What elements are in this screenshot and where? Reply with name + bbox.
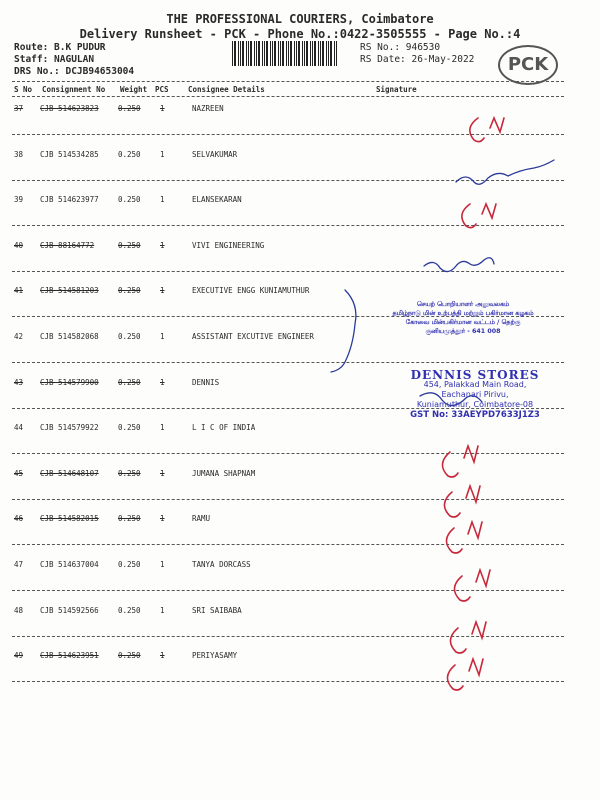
row-pcs: 1 (160, 560, 165, 569)
col-weight: Weight (120, 85, 148, 94)
row-weight: 0.250 (118, 150, 141, 159)
row-consignee: VIVI ENGINEERING (192, 241, 265, 250)
col-pcs: PCS (155, 85, 169, 94)
route-label: Route: B.K PUDUR (14, 42, 106, 53)
dennis-stamp-gst: GST No: 33AEYPD7633J1Z3 (410, 410, 540, 420)
row-weight: 0.250 (118, 606, 141, 615)
row-weight: 0.250 (118, 469, 141, 478)
row-weight: 0.250 (118, 286, 141, 295)
row-weight: 0.250 (118, 651, 141, 660)
header-divider-top (12, 81, 564, 82)
row-divider (12, 225, 564, 226)
row-sno: 47 (14, 560, 24, 569)
office-stamp-line: கோவை மின்பகிர்மான வட்டம் / தெற்கு (405, 319, 521, 326)
row-consignment-no: CJB 88164772 (40, 241, 95, 250)
row-pcs: 1 (160, 150, 165, 159)
row-divider (12, 180, 564, 181)
row-consignment-no: CJB 514592566 (40, 606, 99, 615)
staff-label: Staff: NAGULAN (14, 54, 95, 65)
col-consignment: Consignment No (42, 85, 106, 94)
row-sno: 39 (14, 195, 24, 204)
col-sno: S No (14, 85, 33, 94)
barcode (232, 41, 338, 66)
row-pcs: 1 (160, 332, 165, 341)
row-consignment-no: CJB 514623977 (40, 195, 99, 204)
row-consignee: PERIYASAMY (192, 651, 238, 660)
row-weight: 0.250 (118, 378, 141, 387)
row-pcs: 1 (160, 423, 165, 432)
row-sno: 38 (14, 150, 24, 159)
row-consignee: EXECUTIVE ENGG KUNIAMUTHUR (192, 286, 310, 295)
office-stamp-line: குனியமுத்தூர் - 641 008 (425, 328, 501, 335)
dennis-stamp-line: Kuniamuthur, Coimbatore-08 (416, 400, 534, 409)
row-sno: 41 (14, 286, 24, 295)
row-consignee: L I C OF INDIA (192, 423, 256, 432)
row-divider (12, 271, 564, 272)
pck-stamp: PCK (498, 45, 558, 85)
row-weight: 0.250 (118, 104, 141, 113)
row-consignee: RAMU (192, 514, 211, 523)
row-divider (12, 636, 564, 637)
row-pcs: 1 (160, 104, 165, 113)
row-consignment-no: CJB 514623951 (40, 651, 99, 660)
row-pcs: 1 (160, 651, 165, 660)
cn-mark (447, 659, 483, 690)
row-consignment-no: CJB 514648107 (40, 469, 99, 478)
cn-mark (446, 522, 482, 553)
row-sno: 49 (14, 651, 24, 660)
row-sno: 46 (14, 514, 24, 523)
row-weight: 0.250 (118, 332, 141, 341)
row-sno: 37 (14, 104, 24, 113)
row-weight: 0.250 (118, 560, 141, 569)
row-divider (12, 134, 564, 135)
cn-mark (442, 446, 478, 477)
col-signature: Signature (376, 85, 417, 94)
row-consignee: TANYA DORCASS (192, 560, 251, 569)
row-consignee: JUMANA SHAPNAM (192, 469, 256, 478)
row-consignment-no: CJB 514579922 (40, 423, 99, 432)
row-consignment-no: CJB 514582015 (40, 514, 99, 523)
row-divider (12, 453, 564, 454)
row-pcs: 1 (160, 286, 165, 295)
row-divider (12, 499, 564, 500)
runsheet-subtitle: Delivery Runsheet - PCK - Phone No.:0422-3505555 - Page No.:4 (79, 27, 521, 41)
row-divider (12, 544, 564, 545)
row-sno: 44 (14, 423, 24, 432)
cn-mark (444, 486, 480, 517)
row-sno: 42 (14, 332, 24, 341)
dennis-stamp-title: DENNIS STORES (410, 368, 540, 382)
drs-label: DRS No.: DCJB94653004 (14, 66, 135, 77)
col-consignee: Consignee Details (188, 85, 265, 94)
row-sno: 43 (14, 378, 24, 387)
cn-mark (454, 570, 490, 601)
row-consignment-no: CJB 514637004 (40, 560, 99, 569)
cn-mark (450, 622, 486, 653)
row-pcs: 1 (160, 606, 165, 615)
row-consignee: NAZREEN (192, 104, 224, 113)
row-weight: 0.250 (118, 423, 141, 432)
row-pcs: 1 (160, 378, 165, 387)
row-weight: 0.250 (118, 195, 141, 204)
row-divider (12, 681, 564, 682)
rs-number: RS No.: 946530 (360, 42, 441, 53)
row-sno: 40 (14, 241, 24, 250)
office-stamp-line: தமிழ்நாடு மின் உற்பத்தி மற்றும் பகிர்மான கழகம் (392, 310, 534, 317)
cn-mark (470, 118, 504, 142)
dennis-stamp-line: 454, Palakkad Main Road, (423, 380, 527, 389)
row-consignment-no: CJB 514582068 (40, 332, 99, 341)
row-divider (12, 590, 564, 591)
row-sno: 45 (14, 469, 24, 478)
row-consignee: DENNIS (192, 378, 220, 387)
row-consignee: SRI SAIBABA (192, 606, 242, 615)
row-sno: 48 (14, 606, 24, 615)
header-divider-bottom (12, 96, 564, 97)
row-pcs: 1 (160, 514, 165, 523)
row-consignment-no: CJB 514623823 (40, 104, 99, 113)
rs-date: RS Date: 26-May-2022 (360, 54, 475, 65)
signature-scribble (424, 258, 494, 272)
signature-scribble (331, 290, 356, 372)
row-pcs: 1 (160, 195, 165, 204)
row-divider (12, 362, 564, 363)
row-pcs: 1 (160, 469, 165, 478)
office-stamp-line: செயற் பொறியாளர் அலுவலகம் (416, 301, 510, 308)
row-weight: 0.250 (118, 514, 141, 523)
office-stamp (378, 300, 548, 336)
row-consignee: ASSISTANT EXCUTIVE ENGINEER (192, 332, 314, 341)
row-consignment-no: CJB 514534285 (40, 150, 99, 159)
row-consignee: ELANSEKARAN (192, 195, 242, 204)
row-pcs: 1 (160, 241, 165, 250)
row-consignee: SELVAKUMAR (192, 150, 238, 159)
row-consignment-no: CJB 514581203 (40, 286, 99, 295)
row-consignment-no: CJB 514579900 (40, 378, 99, 387)
dennis-stamp-line: Eachanari Pirivu, (441, 390, 509, 399)
row-weight: 0.250 (118, 241, 141, 250)
dennis-stores-stamp (395, 370, 555, 420)
company-title: THE PROFESSIONAL COURIERS, Coimbatore (166, 12, 434, 26)
